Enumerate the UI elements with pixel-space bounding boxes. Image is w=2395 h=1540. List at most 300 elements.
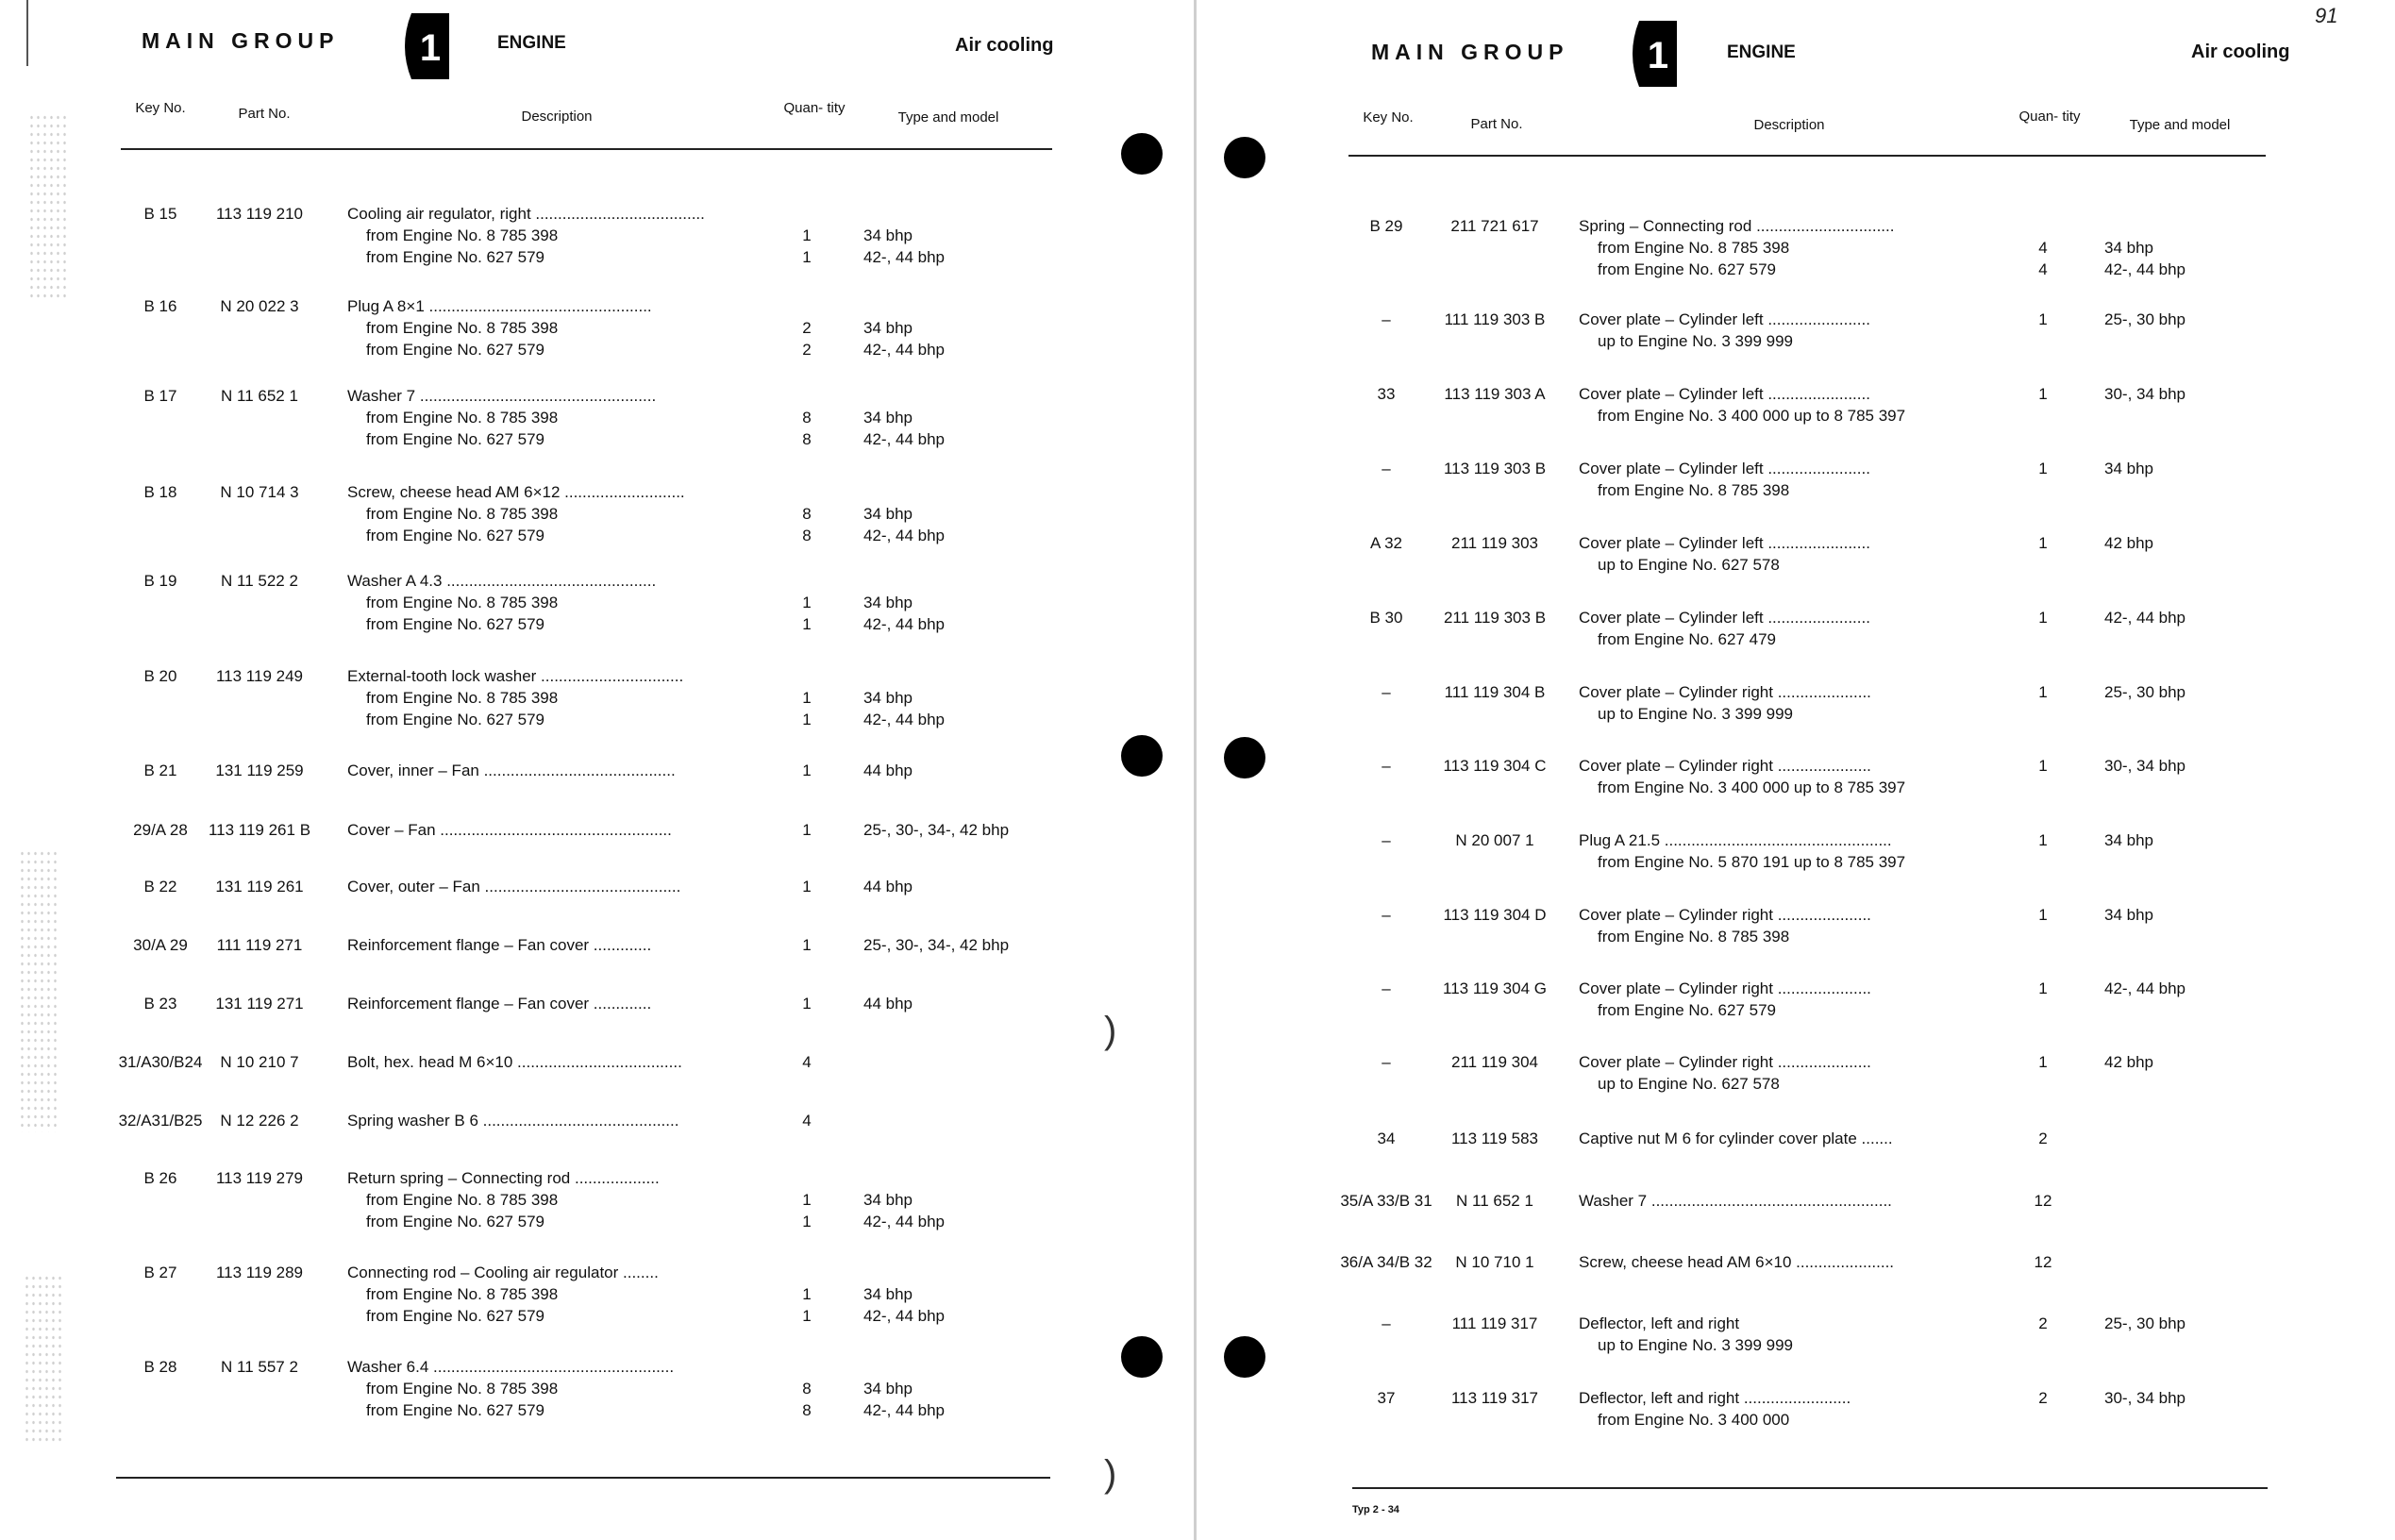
quantity-cell: [783, 876, 830, 897]
key-number: B 29: [1369, 217, 1403, 235]
group-number: 1: [1647, 35, 1669, 76]
type-model: [863, 570, 1052, 592]
quantity: 4: [2038, 239, 2048, 257]
quantity: [783, 1167, 830, 1189]
type-model: [863, 665, 1052, 687]
description: Cover plate – Cylinder right .....................: [1579, 979, 1871, 997]
type-model-cell: [863, 1110, 1052, 1131]
part-number: 113 119 261 B: [208, 821, 311, 839]
key-number: –: [1382, 683, 1391, 701]
part-number: 211 119 303 B: [1443, 609, 1547, 627]
scan-speckle: [28, 113, 66, 302]
part-number: 113 119 303 B: [1443, 460, 1547, 477]
quantity-cell: [2019, 532, 2067, 554]
description-block: [1579, 1387, 2003, 1431]
quantity-cell: [2019, 681, 2067, 703]
paper-clip-mark: ): [1104, 1010, 1117, 1051]
type-model: 25-, 30-, 34-, 42 bhp: [863, 821, 1010, 839]
footer-code: Typ 2 - 34: [1352, 1504, 1399, 1515]
part-number: N 12 226 2: [220, 1112, 299, 1130]
type-model: 44 bhp: [863, 762, 913, 779]
description-block: [1579, 904, 2003, 947]
key-number: B 28: [143, 1358, 177, 1376]
engine-range: from Engine No. 627 579: [366, 1401, 545, 1419]
type-model-cell: [863, 1167, 1052, 1232]
footer-rule: [1352, 1487, 2268, 1489]
engine-range: from Engine No. 5 870 191 up to 8 785 397: [1598, 853, 1906, 871]
part-number: 111 119 304 B: [1444, 683, 1546, 701]
type-model: 25-, 30 bhp: [2104, 1314, 2186, 1332]
description-block: [1579, 1051, 2003, 1095]
quantity: 8: [802, 430, 812, 448]
type-model: 42-, 44 bhp: [863, 341, 946, 359]
description: Cover plate – Cylinder left .......................: [1579, 310, 1870, 328]
type-model-cell: [2104, 1190, 2293, 1212]
engine-range: from Engine No. 8 785 398: [366, 594, 559, 611]
engine-range: from Engine No. 627 579: [366, 527, 545, 544]
key-number: B 16: [143, 297, 177, 315]
quantity-cell: [783, 1167, 830, 1232]
part-number: 113 119 304 C: [1443, 757, 1547, 775]
key-number: –: [1382, 757, 1391, 775]
description: Cover – Fan ....................................................: [347, 821, 672, 839]
type-model: 42-, 44 bhp: [863, 430, 946, 448]
description-block: [1579, 1251, 2003, 1273]
key-number: –: [1382, 906, 1391, 924]
subsection-label: Air cooling: [955, 35, 1054, 56]
engine-range: from Engine No. 8 785 398: [366, 505, 559, 523]
description: Cover plate – Cylinder right .....................: [1579, 1053, 1871, 1071]
type-model: 42-, 44 bhp: [863, 1307, 946, 1325]
engine-range: from Engine No. 3 400 000: [1598, 1411, 1790, 1429]
type-model: 30-, 34 bhp: [2104, 757, 2186, 775]
type-model-cell: [2104, 458, 2293, 479]
scan-speckle: [24, 1274, 61, 1444]
quantity: 1: [802, 878, 812, 896]
quantity-cell: [2019, 309, 2067, 330]
quantity: 1: [802, 594, 812, 611]
engine-range: from Engine No. 627 579: [366, 1307, 545, 1325]
engine-range: from Engine No. 8 785 398: [366, 226, 559, 244]
key-number: 30/A 29: [133, 936, 188, 954]
key-number: B 23: [143, 995, 177, 1013]
description: Cover plate – Cylinder right .....................: [1579, 757, 1871, 775]
quantity: 1: [2038, 906, 2048, 924]
description-block: [1579, 607, 2003, 650]
quantity: [2019, 215, 2067, 237]
quantity: 1: [802, 248, 812, 266]
type-model: [2104, 215, 2293, 237]
description: Cover plate – Cylinder left .......................: [1579, 460, 1870, 477]
type-model-cell: [2104, 755, 2293, 777]
quantity-cell: [2019, 1251, 2067, 1273]
footer-rule: [116, 1477, 1050, 1479]
type-model-cell: [863, 819, 1052, 841]
quantity: 1: [802, 1285, 812, 1303]
type-model-cell: [2104, 1051, 2293, 1073]
type-model: 44 bhp: [863, 995, 913, 1013]
type-model: 25-, 30 bhp: [2104, 683, 2186, 701]
key-number: B 21: [143, 762, 177, 779]
type-model: [863, 1262, 1052, 1283]
quantity: 1: [802, 615, 812, 633]
group-number: 1: [419, 27, 442, 69]
type-model: [863, 1051, 1052, 1073]
description: Cover plate – Cylinder right .....................: [1579, 683, 1871, 701]
type-model-cell: [863, 1262, 1052, 1327]
part-number: 111 119 317: [1451, 1314, 1538, 1332]
key-number: 32/A31/B25: [118, 1112, 203, 1130]
engine-range: from Engine No. 627 579: [1598, 1001, 1777, 1019]
type-model-cell: [863, 385, 1052, 450]
description-block: [347, 1110, 772, 1131]
part-number: 131 119 271: [215, 995, 304, 1013]
quantity: 1: [2038, 757, 2048, 775]
quantity: 1: [802, 936, 812, 954]
part-number: 113 119 304 G: [1443, 979, 1547, 997]
description: Cooling air regulator, right ......................................: [347, 205, 705, 223]
type-model: 25-, 30-, 34-, 42 bhp: [863, 936, 1010, 954]
quantity-cell: [783, 481, 830, 546]
part-number: N 11 522 2: [221, 572, 298, 590]
engine-range: from Engine No. 627 579: [366, 1213, 545, 1230]
paper-clip-mark: ): [1104, 1453, 1117, 1495]
type-model-cell: [2104, 681, 2293, 703]
type-model: 42-, 44 bhp: [863, 1213, 946, 1230]
type-model-cell: [2104, 215, 2293, 280]
key-number: B 17: [143, 387, 177, 405]
description-block: [347, 819, 772, 841]
type-model: 34 bhp: [2104, 460, 2153, 477]
main-group-title: MAIN GROUP: [1371, 40, 1569, 64]
type-model: 34 bhp: [2104, 831, 2153, 849]
engine-range: up to Engine No. 627 578: [1598, 1075, 1780, 1093]
key-number: B 15: [143, 205, 177, 223]
engine-range: up to Engine No. 3 399 999: [1598, 705, 1793, 723]
engine-range: from Engine No. 8 785 398: [1598, 928, 1790, 946]
quantity-cell: [2019, 978, 2067, 999]
description: Reinforcement flange – Fan cover .............: [347, 936, 652, 954]
main-group-title: MAIN GROUP: [142, 28, 340, 53]
description: External-tooth lock washer ................................: [347, 667, 684, 685]
description-block: [347, 295, 772, 360]
key-number: A 32: [1369, 534, 1403, 552]
quantity-cell: [2019, 607, 2067, 628]
type-model: 30-, 34 bhp: [2104, 1389, 2186, 1407]
quantity: 1: [2038, 683, 2048, 701]
type-model-cell: [2104, 829, 2293, 851]
type-model: 44 bhp: [863, 878, 913, 896]
part-number: N 10 714 3: [220, 483, 299, 501]
description-block: [347, 385, 772, 450]
type-model-cell: [863, 1356, 1052, 1421]
engine-range: up to Engine No. 627 578: [1598, 556, 1780, 574]
description: Cover plate – Cylinder left .......................: [1579, 609, 1870, 627]
quantity-cell: [783, 819, 830, 841]
type-model: 34 bhp: [863, 1191, 913, 1209]
quantity: 8: [802, 409, 812, 427]
part-number: 113 119 289: [215, 1264, 303, 1281]
part-number: N 20 007 1: [1455, 831, 1534, 849]
type-model: [2104, 1190, 2293, 1212]
corner-handwritten-mark: 91: [2315, 4, 2338, 27]
description-block: [1579, 755, 2003, 798]
key-number: B 18: [143, 483, 177, 501]
type-model: 34 bhp: [863, 505, 913, 523]
description: Deflector, left and right: [1579, 1314, 1740, 1332]
description-block: [347, 481, 772, 546]
part-number: 113 119 279: [215, 1169, 303, 1187]
engine-range: from Engine No. 8 785 398: [366, 319, 559, 337]
type-model-cell: [863, 481, 1052, 546]
engine-range: from Engine No. 627 579: [1598, 260, 1777, 278]
engine-range: from Engine No. 8 785 398: [1598, 239, 1790, 257]
description: Bolt, hex. head M 6×10 .....................................: [347, 1053, 682, 1071]
col-part-no: Part No.: [238, 106, 291, 122]
type-model-cell: [2104, 904, 2293, 926]
description-block: [1579, 978, 2003, 1021]
engine-range: from Engine No. 3 400 000 up to 8 785 397: [1598, 407, 1906, 425]
part-number: 211 119 303: [1450, 534, 1538, 552]
description: Screw, cheese head AM 6×10 ......................: [1579, 1253, 1895, 1271]
type-model-cell: [863, 665, 1052, 730]
part-number: 113 119 303 A: [1444, 385, 1546, 403]
type-model: [863, 1167, 1052, 1189]
quantity-cell: [783, 760, 830, 781]
engine-range: from Engine No. 627 479: [1598, 630, 1777, 648]
part-number: 113 119 210: [215, 205, 303, 223]
description-block: [1579, 215, 2003, 280]
quantity-cell: [783, 993, 830, 1014]
key-number: B 30: [1369, 609, 1403, 627]
type-model-cell: [2104, 532, 2293, 554]
type-model: 42-, 44 bhp: [2104, 609, 2186, 627]
quantity-cell: [783, 1110, 830, 1131]
part-number: 111 119 271: [216, 936, 303, 954]
type-model: 34 bhp: [2104, 239, 2153, 257]
quantity: 1: [802, 689, 812, 707]
quantity-cell: [2019, 458, 2067, 479]
quantity-cell: [783, 1356, 830, 1421]
type-model-cell: [863, 876, 1052, 897]
description-block: [347, 665, 772, 730]
key-number: –: [1382, 979, 1391, 997]
type-model: 34 bhp: [863, 1380, 913, 1398]
quantity: 1: [2038, 385, 2048, 403]
key-number: B 20: [143, 667, 177, 685]
quantity: [783, 1262, 830, 1283]
type-model: 34 bhp: [863, 1285, 913, 1303]
description-block: [1579, 1128, 2003, 1149]
binder-hole: [1224, 137, 1265, 178]
quantity-cell: [783, 385, 830, 450]
part-number: N 10 210 7: [220, 1053, 299, 1071]
quantity-cell: [2019, 1190, 2067, 1212]
type-model: 34 bhp: [863, 409, 913, 427]
engine-range: from Engine No. 8 785 398: [366, 1285, 559, 1303]
type-model-cell: [2104, 1128, 2293, 1149]
type-model: 25-, 30 bhp: [2104, 310, 2186, 328]
key-number: 36/A 34/B 32: [1340, 1253, 1432, 1271]
type-model-cell: [2104, 1313, 2293, 1334]
type-model-cell: [2104, 383, 2293, 405]
type-model: [2104, 1128, 2293, 1149]
description-block: [1579, 383, 2003, 427]
header-rule: [121, 148, 1052, 150]
quantity: 12: [2034, 1192, 2052, 1210]
description-block: [347, 876, 772, 897]
quantity: 1: [802, 1307, 812, 1325]
quantity: 8: [802, 1401, 812, 1419]
description: Screw, cheese head AM 6×12 ...........................: [347, 483, 685, 501]
type-model: 42-, 44 bhp: [863, 248, 946, 266]
type-model: [2104, 1251, 2293, 1273]
key-number: B 26: [143, 1169, 177, 1187]
quantity: 1: [2038, 1053, 2048, 1071]
badge-shape-icon: [1624, 19, 1681, 89]
quantity-cell: [2019, 1128, 2067, 1149]
engine-range: up to Engine No. 3 399 999: [1598, 1336, 1793, 1354]
part-number: 111 119 303 B: [1444, 310, 1546, 328]
description-block: [347, 993, 772, 1014]
page-header: [0, 0, 1194, 126]
col-quantity: Quan- tity: [783, 100, 846, 116]
quantity: 2: [802, 319, 812, 337]
description: Cover plate – Cylinder left .......................: [1579, 534, 1870, 552]
description: Plug A 21.5 ...................................................: [1579, 831, 1892, 849]
quantity: 1: [802, 1191, 812, 1209]
description-block: [347, 934, 772, 956]
description-block: [347, 760, 772, 781]
quantity-cell: [2019, 383, 2067, 405]
type-model: [863, 481, 1052, 503]
quantity: 1: [2038, 979, 2048, 997]
engine-range: up to Engine No. 3 399 999: [1598, 332, 1793, 350]
description-block: [347, 1167, 772, 1232]
engine-range: from Engine No. 627 579: [366, 711, 545, 728]
description: Washer 6.4 ......................................................: [347, 1358, 675, 1376]
quantity-cell: [783, 1051, 830, 1073]
type-model: [863, 203, 1052, 225]
engine-range: from Engine No. 8 785 398: [366, 409, 559, 427]
description-block: [347, 570, 772, 635]
col-part-no: Part No.: [1470, 116, 1523, 132]
header-rule: [1348, 155, 2266, 157]
type-model: 42-, 44 bhp: [2104, 260, 2186, 278]
key-number: B 27: [143, 1264, 177, 1281]
col-type-model: Type and model: [2129, 117, 2231, 133]
key-number: 37: [1377, 1389, 1396, 1407]
quantity-cell: [2019, 755, 2067, 777]
type-model: 34 bhp: [863, 226, 913, 244]
quantity: 1: [802, 226, 812, 244]
part-number: N 11 557 2: [221, 1358, 298, 1376]
type-model: [863, 1110, 1052, 1131]
binder-hole: [1121, 133, 1163, 175]
part-number: 131 119 261: [215, 878, 304, 896]
engine-range: from Engine No. 8 785 398: [1598, 481, 1790, 499]
part-number: N 11 652 1: [1456, 1192, 1533, 1210]
quantity: 8: [802, 527, 812, 544]
col-type-model: Type and model: [897, 109, 999, 126]
quantity-cell: [783, 665, 830, 730]
binder-hole: [1224, 737, 1265, 778]
quantity: 2: [2038, 1314, 2048, 1332]
type-model: 34 bhp: [2104, 906, 2153, 924]
quantity: 1: [2038, 831, 2048, 849]
type-model: 42 bhp: [2104, 1053, 2153, 1071]
description: Cover, inner – Fan ...........................................: [347, 762, 676, 779]
quantity-cell: [2019, 1313, 2067, 1334]
quantity-cell: [783, 934, 830, 956]
quantity-cell: [2019, 1387, 2067, 1409]
quantity: 1: [2038, 609, 2048, 627]
binder-hole: [1121, 1336, 1163, 1378]
key-number: 35/A 33/B 31: [1340, 1192, 1432, 1210]
description: Cover plate – Cylinder left .......................: [1579, 385, 1870, 403]
key-number: 34: [1377, 1130, 1396, 1147]
type-model-cell: [2104, 978, 2293, 999]
key-number: 31/A30/B24: [118, 1053, 203, 1071]
page-header: [1198, 0, 2395, 133]
col-key-no: Key No.: [1363, 109, 1414, 126]
subsection-label: Air cooling: [2191, 42, 2290, 62]
quantity-cell: [2019, 904, 2067, 926]
description: Cover plate – Cylinder right .....................: [1579, 906, 1871, 924]
type-model-cell: [2104, 1251, 2293, 1273]
type-model: 42-, 44 bhp: [863, 711, 946, 728]
quantity: 8: [802, 1380, 812, 1398]
quantity-cell: [2019, 215, 2067, 280]
quantity: 8: [802, 505, 812, 523]
quantity: 1: [802, 821, 812, 839]
quantity: 1: [802, 762, 812, 779]
engine-range: from Engine No. 3 400 000 up to 8 785 397: [1598, 778, 1906, 796]
quantity: 4: [802, 1112, 812, 1130]
part-number: N 11 652 1: [221, 387, 298, 405]
quantity: 2: [802, 341, 812, 359]
quantity: [783, 665, 830, 687]
key-number: –: [1382, 310, 1391, 328]
description: Spring – Connecting rod ...............................: [1579, 217, 1895, 235]
quantity: [783, 570, 830, 592]
key-number: B 22: [143, 878, 177, 896]
quantity: 4: [802, 1053, 812, 1071]
quantity: 2: [2038, 1389, 2048, 1407]
description: Washer 7 ......................................................: [1579, 1192, 1892, 1210]
quantity: [783, 1356, 830, 1378]
description: Washer 7 .....................................................: [347, 387, 657, 405]
description: Spring washer B 6 ............................................: [347, 1112, 679, 1130]
description: Reinforcement flange – Fan cover .............: [347, 995, 652, 1013]
description-block: [1579, 532, 2003, 576]
key-number: –: [1382, 831, 1391, 849]
badge-shape-icon: [396, 11, 453, 81]
part-number: 113 119 304 D: [1443, 906, 1547, 924]
quantity: [783, 295, 830, 317]
type-model-cell: [863, 570, 1052, 635]
quantity: 1: [802, 995, 812, 1013]
part-number: 113 119 249: [215, 667, 303, 685]
scan-speckle: [19, 849, 57, 1132]
key-number: –: [1382, 1314, 1391, 1332]
type-model: [863, 1356, 1052, 1378]
type-model-cell: [863, 1051, 1052, 1073]
quantity: 1: [2038, 534, 2048, 552]
engine-range: from Engine No. 8 785 398: [366, 1380, 559, 1398]
description: Connecting rod – Cooling air regulator ........: [347, 1264, 659, 1281]
description-block: [1579, 681, 2003, 725]
